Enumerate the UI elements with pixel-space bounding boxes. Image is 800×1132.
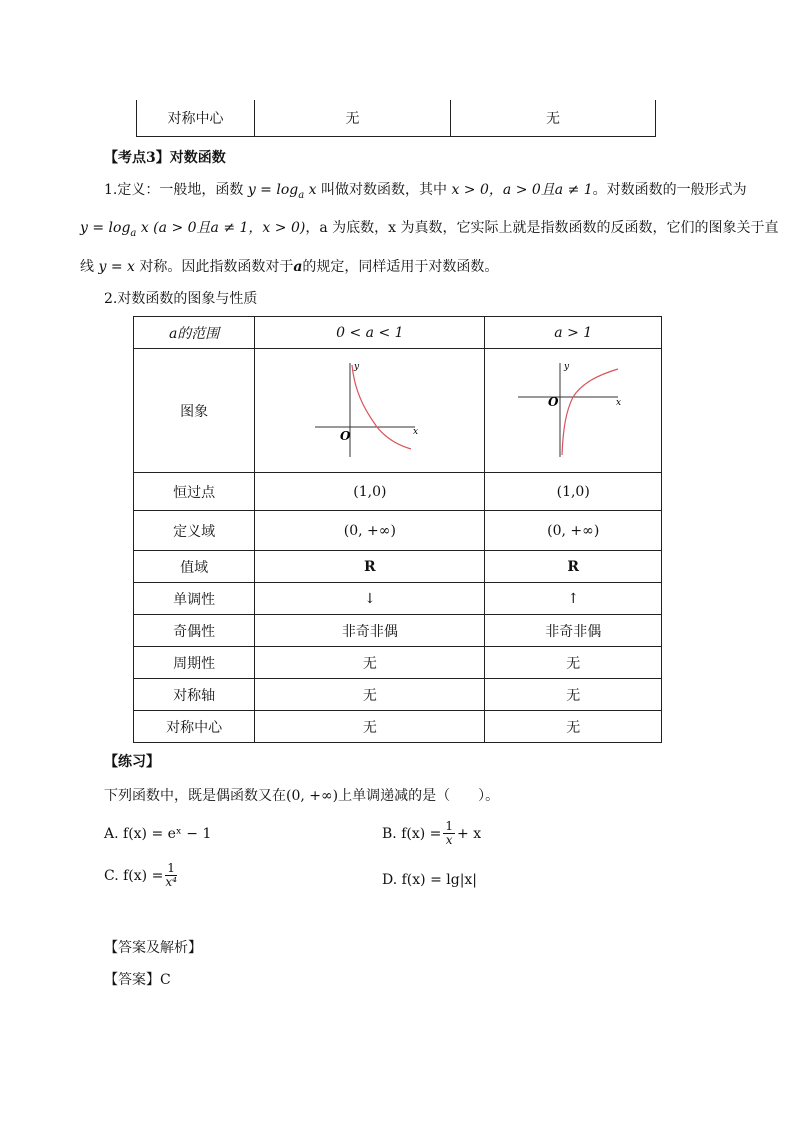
row-label: 定义域 bbox=[134, 511, 255, 551]
log-graph-decreasing bbox=[315, 359, 425, 459]
header-col2: a > 1 bbox=[485, 317, 662, 349]
denominator: x bbox=[445, 833, 453, 847]
log-graph-increasing bbox=[518, 359, 628, 459]
origin-label: O bbox=[548, 394, 559, 409]
cell-value: (1,0) bbox=[485, 473, 662, 511]
cell-value: ↓ bbox=[255, 583, 485, 615]
text: 的规定，同样适用于对数函数。 bbox=[302, 259, 499, 275]
definition-line-1 bbox=[104, 180, 747, 206]
cell-value: (0, +∞) bbox=[485, 511, 662, 551]
table-row bbox=[134, 551, 662, 583]
formula: y = log bbox=[80, 220, 131, 236]
option-a: A. f(x) = eˣ − 1 bbox=[104, 826, 212, 842]
table-row bbox=[134, 511, 662, 551]
text: 线 bbox=[80, 259, 99, 275]
cell-value: (0, +∞) bbox=[255, 511, 485, 551]
cell-value: 无 bbox=[255, 711, 485, 743]
fraction bbox=[443, 820, 455, 847]
option-b-suffix: + x bbox=[457, 825, 482, 842]
table-header-row bbox=[134, 317, 662, 349]
formula: y = log bbox=[247, 182, 299, 198]
practice-question: 下列函数中，既是偶函数又在(0, +∞)上单调递减的是（ ）。 bbox=[104, 788, 500, 804]
option-b-prefix: B. f(x) = bbox=[382, 825, 442, 842]
cell-value: 无 bbox=[255, 647, 485, 679]
cell-value: ↑ bbox=[485, 583, 662, 615]
table-row bbox=[134, 679, 662, 711]
cell-value: (1,0) bbox=[255, 473, 485, 511]
row-label: 对称中心 bbox=[134, 711, 255, 743]
section-title: 【考点3】对数函数 bbox=[104, 150, 226, 166]
cell-value: R bbox=[255, 551, 485, 583]
y-axis-label: y bbox=[353, 361, 359, 372]
definition-line-3 bbox=[80, 257, 498, 277]
graph-row bbox=[134, 349, 662, 473]
x-axis-label: x bbox=[616, 397, 622, 408]
condition: x (a > 0且a ≠ 1，x > 0) bbox=[136, 220, 306, 236]
option-b bbox=[382, 820, 481, 847]
cell-value: 无 bbox=[451, 100, 656, 137]
row-label: 对称中心 bbox=[137, 100, 255, 137]
graph-increasing bbox=[485, 349, 662, 473]
answer-line: 【答案】C bbox=[104, 972, 171, 988]
text: 对称。因此指数函数对于 bbox=[134, 259, 294, 275]
table-row bbox=[134, 615, 662, 647]
condition: x > 0，a > 0且a ≠ 1 bbox=[447, 182, 593, 198]
text: 叫做对数函数，其中 bbox=[316, 182, 448, 198]
row-label: 值域 bbox=[134, 551, 255, 583]
cell-value: 无 bbox=[485, 647, 662, 679]
cell-value: 非奇非偶 bbox=[255, 615, 485, 647]
table-row bbox=[137, 100, 656, 137]
cell-value: 无 bbox=[485, 711, 662, 743]
table-row bbox=[134, 647, 662, 679]
row-label: 对称轴 bbox=[134, 679, 255, 711]
practice-title: 【练习】 bbox=[104, 754, 160, 770]
row-label: 恒过点 bbox=[134, 473, 255, 511]
numerator: 1 bbox=[167, 861, 175, 875]
graph-decreasing bbox=[255, 349, 485, 473]
text: ，a 为底数，x 为真数，它实际上就是指数函数的反函数，它们的图象关于直 bbox=[305, 220, 779, 236]
graph-label: 图象 bbox=[134, 349, 255, 473]
formula: y = x bbox=[98, 259, 135, 275]
row-label: 周期性 bbox=[134, 647, 255, 679]
row-label: 单调性 bbox=[134, 583, 255, 615]
header-label: a的范围 bbox=[134, 317, 255, 349]
header-col1: 0 < a < 1 bbox=[255, 317, 485, 349]
denominator: x⁴ bbox=[165, 875, 177, 889]
text: 。对数函数的一般形式为 bbox=[592, 182, 747, 198]
option-c bbox=[104, 862, 179, 889]
option-d: D. f(x) = lg|x| bbox=[382, 872, 478, 888]
text: 1.定义：一般地，函数 bbox=[104, 182, 244, 198]
table-row bbox=[134, 473, 662, 511]
table-row bbox=[134, 711, 662, 743]
cell-value: 无 bbox=[255, 679, 485, 711]
numerator: 1 bbox=[445, 819, 454, 833]
y-axis-label: y bbox=[564, 361, 570, 372]
cell-value: 非奇非偶 bbox=[485, 615, 662, 647]
log-curve bbox=[352, 365, 411, 449]
option-c-prefix: C. f(x) = bbox=[104, 867, 164, 884]
fraction bbox=[165, 862, 177, 889]
origin-label: O bbox=[339, 428, 351, 443]
row-label: 奇偶性 bbox=[134, 615, 255, 647]
subsection-title: 2.对数函数的图象与性质 bbox=[104, 291, 258, 307]
log-curve bbox=[562, 369, 618, 455]
formula-x: x bbox=[304, 182, 317, 198]
variable-a: a bbox=[293, 259, 303, 275]
previous-table-fragment bbox=[136, 100, 656, 137]
cell-value: 无 bbox=[485, 679, 662, 711]
definition-line-2 bbox=[80, 218, 778, 244]
cell-value: R bbox=[485, 551, 662, 583]
subscript: a bbox=[130, 227, 137, 239]
table-row bbox=[134, 583, 662, 615]
cell-value: 无 bbox=[255, 100, 451, 137]
subscript: a bbox=[298, 189, 305, 201]
answer-title: 【答案及解析】 bbox=[104, 940, 202, 956]
x-axis-label: x bbox=[412, 426, 418, 437]
log-properties-table bbox=[133, 316, 662, 743]
